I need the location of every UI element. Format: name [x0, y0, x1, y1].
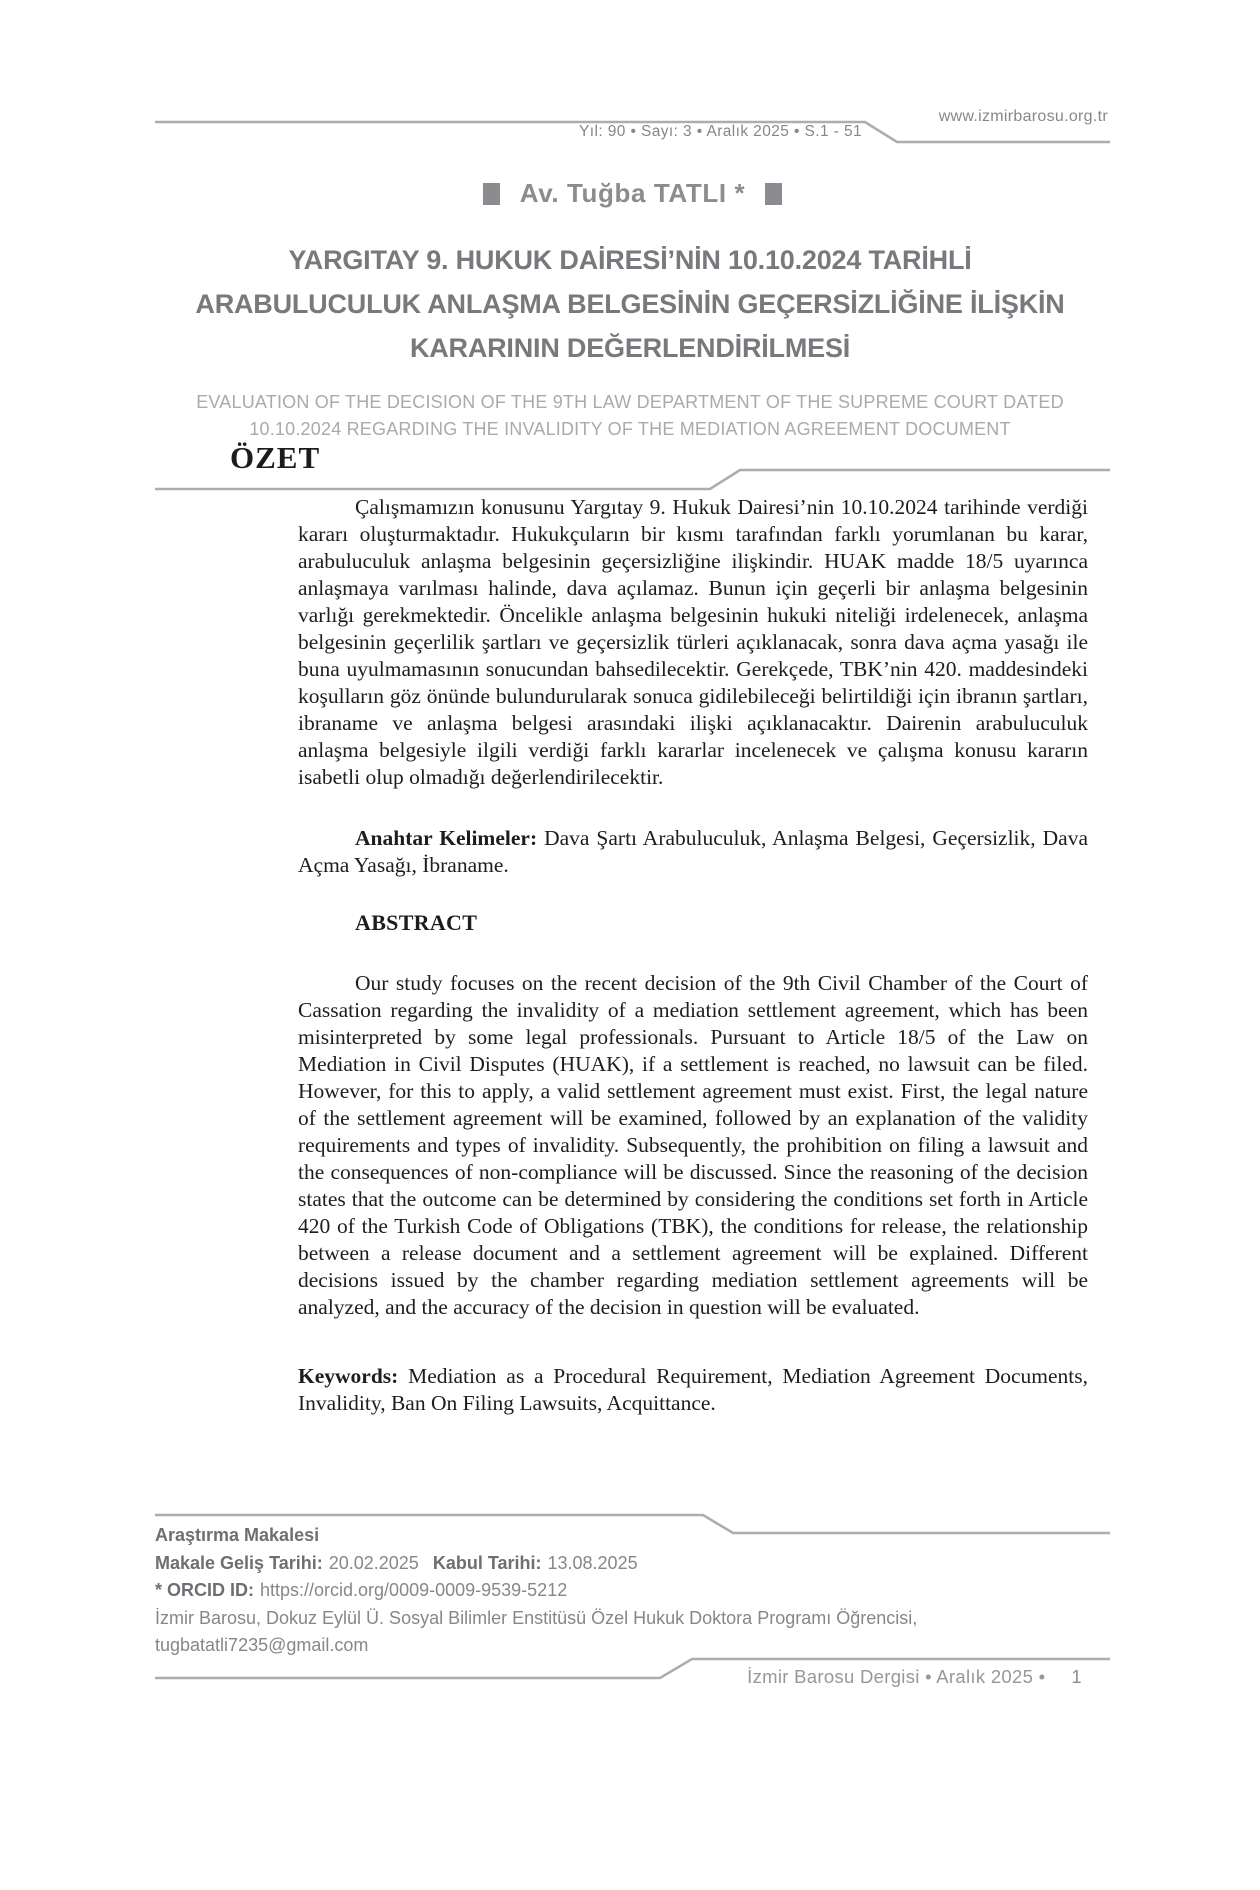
website-link[interactable]: www.izmirbarosu.org.tr [938, 108, 1108, 125]
english-keywords [298, 1363, 1088, 1417]
ozet-rule [155, 466, 1110, 494]
title-block [0, 238, 1260, 443]
dates-line [155, 1550, 1110, 1578]
author-name: Av. Tuğba TATLI * [519, 178, 746, 208]
english-keywords-text: Mediation as a Procedural Requirement, Mediation Agreement Documents, Invalidity, Ban On Filing Lawsuits, Acquittance. [298, 1364, 1088, 1415]
accepted-date: 13.08.2025 [547, 1552, 638, 1573]
orcid-line [155, 1577, 1110, 1605]
footnote-block [155, 1512, 1110, 1660]
ozet-paragraph: Çalışmamızın konusunu Yargıtay 9. Hukuk Dairesi’nin 10.10.2024 tarihinde verdiği kararı oluşturmaktadır. Hukukçuların bir kısmı tarafından farklı yorumlanan bu karar, arabuluculuk anlaşma belgesinin geçersizliğine ilişkindir. HUAK madde 18/5 uyarınca anlaşmaya varılması halinde, dava açılamaz. Bunun için geçerli bir anlaşma belgesinin varlığı gerekmektedir. Öncelikle anlaşma belgesinin hukuki niteliği irdelenecek, anlaşma belgesinin geçerlilik şartları ve geçersizlik türleri açıklanacak, sonra dava açma yasağı ile buna uyulmamasının sonucundan bahsedilecektir. Gerekçede, TBK’nin 420. maddesindeki koşulların göz önünde bulundurularak sonuca gidilebileceği belirtildiği için ibranın şartları, ibraname ve anlaşma belgesi arasındaki ilişki açıklanacaktır. Dairenin arabuluculuk anlaşma belgesiyle ilgili verdiği farklı kararlar incelenecek ve çalışma konusu kararın isabetli olup olmadığı değerlendirilecektir. [298, 495, 1088, 789]
received-label: Makale Geliş Tarihi: [155, 1552, 323, 1573]
footnote-rule [155, 1512, 1110, 1540]
journal-info: İzmir Barosu Dergisi • Aralık 2025 • [747, 1666, 1046, 1687]
accepted-label: Kabul Tarihi: [432, 1552, 542, 1573]
page-number: 1 [1071, 1666, 1082, 1687]
received-date: 20.02.2025 [328, 1552, 419, 1573]
abstract-paragraph: Our study focuses on the recent decision of the 9th Civil Chamber of the Court of Cassation regarding the invalidity of a mediation settlement agreement, which has been misinterpreted by some legal professionals. Pursuant to Article 18/5 of the Law on Mediation in Civil Disputes (HUAK), if a settlement is reached, no lawsuit can be filed. However, for this to apply, a valid settlement agreement must exist. First, the legal nature of the settlement agreement will be examined, followed by an explanation of the validity requirements and types of invalidity. Subsequently, the prohibition on filing a lawsuit and the consequences of non-compliance will be discussed. Since the reasoning of the decision states that the outcome can be determined by considering the conditions set forth in Article 420 of the Turkish Code of Obligations (TBK), the conditions for release, the relationship between a release document and a settlement agreement will be explained. Different decisions issued by the chamber regarding mediation settlement agreements will be analyzed, and the accuracy of the decision in question will be evaluated. [298, 971, 1088, 1319]
english-keywords-label: Keywords: [298, 1364, 399, 1388]
author-right-square-icon [765, 183, 782, 205]
footer-text [747, 1666, 1082, 1688]
article-title-line-2: ARABULUCULUK ANLAŞMA BELGESİNİN GEÇERSİZLİĞİNE İLİŞKİN [195, 289, 1065, 319]
author-row [155, 178, 1110, 209]
article-subtitle-line-2: 10.10.2024 REGARDING THE INVALIDITY OF THE MEDIATION AGREEMENT DOCUMENT [249, 419, 1011, 439]
orcid-label: * ORCID ID: [155, 1580, 254, 1600]
turkish-keywords-label: Anahtar Kelimeler: [355, 826, 538, 850]
issue-info: Yıl: 90 • Sayı: 3 • Aralık 2025 • S.1 - 51 [579, 123, 862, 140]
turkish-keywords-text: Dava Şartı Arabuluculuk, Anlaşma Belgesi, Geçersizlik, Dava Açma Yasağı, İbraname. [298, 826, 1088, 877]
email-link[interactable]: tugbatatli7235@gmail.com [155, 1635, 369, 1655]
orcid-link[interactable]: https://orcid.org/0009-0009-9539-5212 [260, 1580, 568, 1600]
footer-area [155, 1653, 1110, 1713]
turkish-keywords [298, 825, 1088, 879]
abstract-heading: ABSTRACT [355, 910, 478, 935]
ozet-heading: ÖZET [230, 440, 321, 475]
article-type: Araştırma Makalesi [155, 1525, 320, 1545]
article-title-line-3: KARARININ DEĞERLENDİRİLMESİ [409, 333, 851, 363]
article-subtitle-line-1: EVALUATION OF THE DECISION OF THE 9TH LAW DEPARTMENT OF THE SUPREME COURT DATED [196, 392, 1064, 412]
body-column [298, 494, 1088, 1417]
subtitle-block [0, 389, 1260, 443]
affiliation: İzmir Barosu, Dokuz Eylül Ü. Sosyal Bilimler Enstitüsü Özel Hukuk Doktora Programı Öğrencisi, [155, 1607, 918, 1628]
author-left-square-icon [483, 183, 500, 205]
article-title-line-1: YARGITAY 9. HUKUK DAİRESİ’NİN 10.10.2024 TARİHLİ [288, 245, 972, 275]
